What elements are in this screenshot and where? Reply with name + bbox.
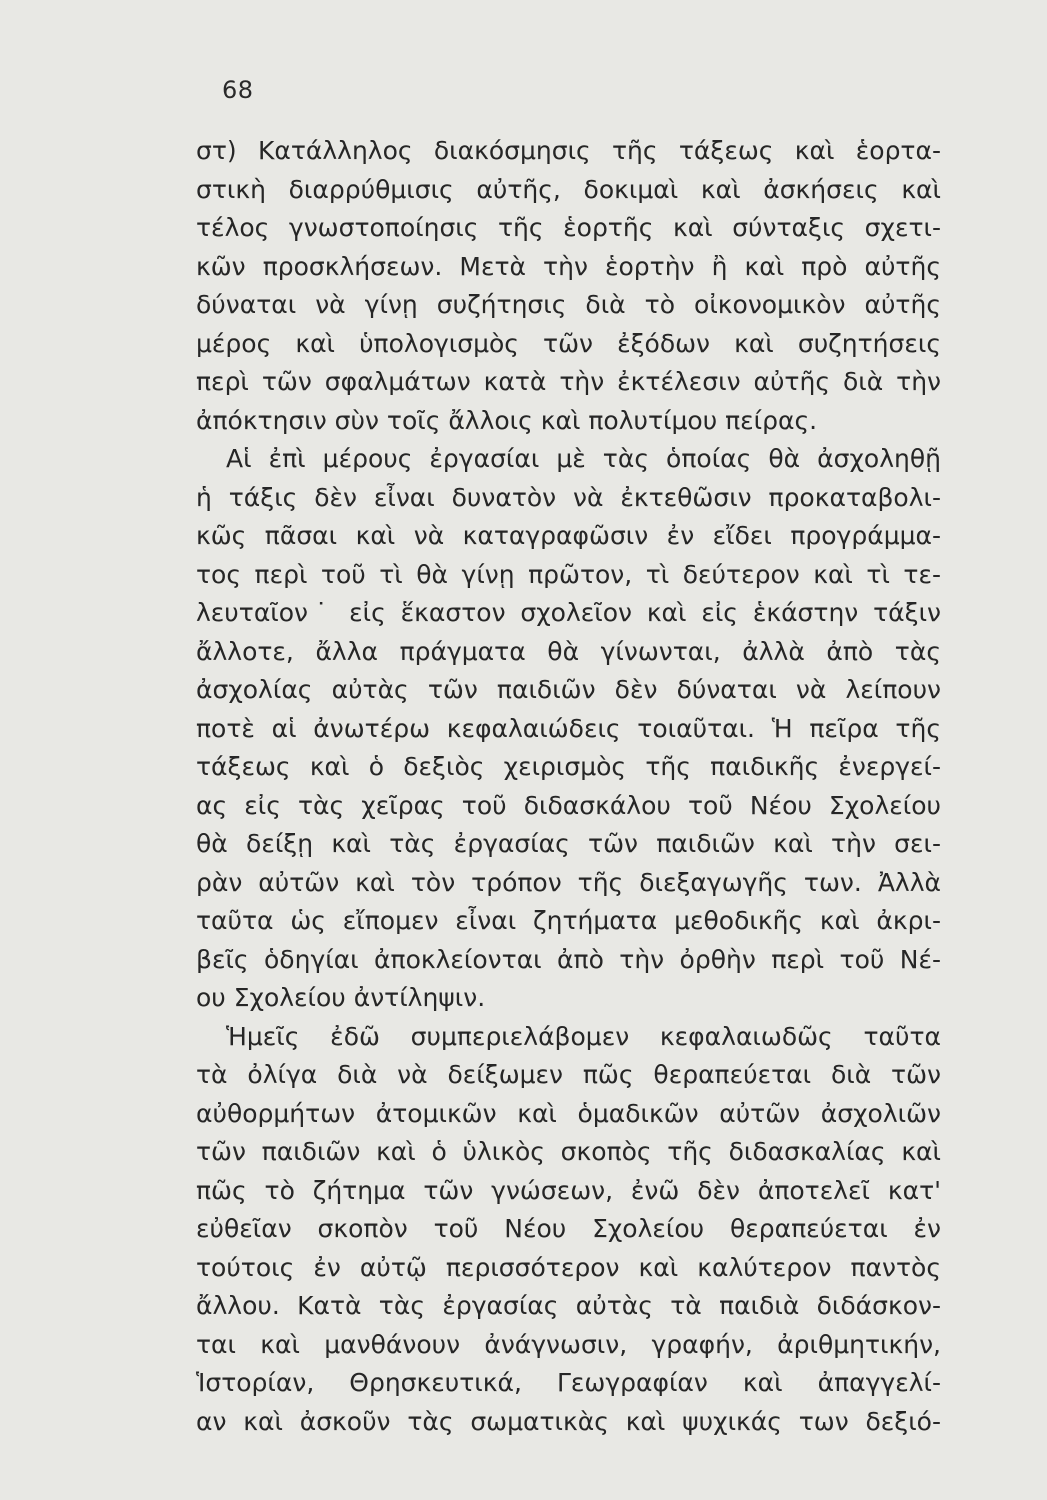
text-line: ου Σχολείου ἀντίληψιν. xyxy=(196,983,486,1012)
text-line: βεῖς ὁδηγίαι ἀποκλείονται ἀπὸ τὴν ὀρθὴν περὶ τοῦ Νέ- xyxy=(196,944,941,974)
text-line: μέρος καὶ ὑπολογισμὸς τῶν ἐξόδων καὶ συζητήσεις xyxy=(196,328,941,358)
text-line: τάξεως καὶ ὁ δεξιὸς χειρισμὸς τῆς παιδικῆς ἐνεργεί- xyxy=(196,752,941,781)
text-line: κῶς πᾶσαι καὶ νὰ καταγραφῶσιν ἐν εἴδει προγράμμα- xyxy=(196,521,941,550)
text-line: στικὴ διαρρύθμισις αὐτῆς, δοκιμαὶ καὶ ἀσκήσεις καὶ xyxy=(196,174,941,204)
text-line: τῶν παιδιῶν καὶ ὁ ὑλικὸς σκοπὸς τῆς διδασκαλίας καὶ xyxy=(196,1137,941,1166)
text-line: πῶς τὸ ζήτημα τῶν γνώσεων, ἐνῶ δὲν ἀποτελεῖ κατ' xyxy=(196,1175,941,1205)
text-line: ται καὶ μανθάνουν ἀνάγνωσιν, γραφήν, ἀριθμητικήν, xyxy=(196,1329,941,1359)
text-line: στ) Κατάλληλος διακόσμησις τῆς τάξεως καὶ ἑορτα- xyxy=(196,136,941,165)
text-line: τέλος γνωστοποίησις τῆς ἑορτῆς καὶ σύνταξις σχετι- xyxy=(196,213,941,242)
body-text xyxy=(196,132,941,1441)
text-line: λευταῖον˙ εἰς ἕκαστον σχολεῖον καὶ εἰς ἑκάστην τάξιν xyxy=(196,598,941,627)
text-line: Ἱστορίαν, Θρησκευτικά, Γεωγραφίαν καὶ ἀπαγγελί- xyxy=(196,1368,941,1397)
text-line: Ἡμεῖς ἐδῶ συμπεριελάβομεν κεφαλαιωδῶς ταῦτα xyxy=(226,1021,941,1051)
text-line: ἀπόκτησιν σὺν τοῖς ἄλλοις καὶ πολυτίμου πείρας. xyxy=(196,405,818,435)
text-line: περὶ τῶν σφαλμάτων κατὰ τὴν ἐκτέλεσιν αὐτῆς διὰ τὴν xyxy=(196,367,941,396)
text-line: ἄλλου. Κατὰ τὰς ἐργασίας αὐτὰς τὰ παιδιὰ διδάσκον- xyxy=(196,1291,941,1320)
text-line: ἀσχολίας αὐτὰς τῶν παιδιῶν δὲν δύναται νὰ λείπουν xyxy=(196,675,941,704)
text-line: ποτὲ αἱ ἀνωτέρω κεφαλαιώδεις τοιαῦται. Ἡ πεῖρα τῆς xyxy=(196,713,941,743)
text-line: ας εἰς τὰς χεῖρας τοῦ διδασκάλου τοῦ Νέου Σχολείου xyxy=(196,790,941,820)
text-line: τὰ ὀλίγα διὰ νὰ δείξωμεν πῶς θεραπεύεται διὰ τῶν xyxy=(196,1060,941,1089)
text-line: αν καὶ ἀσκοῦν τὰς σωματικὰς καὶ ψυχικάς των δεξιό- xyxy=(196,1406,941,1436)
text-line: Αἱ ἐπὶ μέρους ἐργασίαι μὲ τὰς ὁποίας θὰ ἀσχοληθῇ xyxy=(226,444,941,473)
text-line: ταῦτα ὡς εἴπομεν εἶναι ζητήματα μεθοδικῆς καὶ ἀκρι- xyxy=(196,906,941,935)
text-line: κῶν προσκλήσεων. Μετὰ τὴν ἑορτὴν ἢ καὶ πρὸ αὐτῆς xyxy=(196,251,941,281)
text-line: αὐθορμήτων ἀτομικῶν καὶ ὁμαδικῶν αὐτῶν ἀσχολιῶν xyxy=(196,1098,941,1128)
text-line: τος περὶ τοῦ τὶ θὰ γίνῃ πρῶτον, τὶ δεύτερον καὶ τὶ τε- xyxy=(196,559,941,589)
text-line: τούτοις ἐν αὐτῷ περισσότερον καὶ καλύτερον παντὸς xyxy=(196,1252,941,1282)
page-number: 68 xyxy=(222,76,254,104)
text-line: θὰ δείξῃ καὶ τὰς ἐργασίας τῶν παιδιῶν καὶ τὴν σει- xyxy=(196,829,941,858)
text-line: ἡ τάξις δὲν εἶναι δυνατὸν νὰ ἐκτεθῶσιν προκαταβολι- xyxy=(196,482,941,512)
text-line: εὐθεῖαν σκοπὸν τοῦ Νέου Σχολείου θεραπεύεται ἐν xyxy=(196,1214,941,1243)
text-line: ἄλλοτε, ἄλλα πράγματα θὰ γίνωνται, ἀλλὰ ἀπὸ τὰς xyxy=(196,636,941,666)
text-line: δύναται νὰ γίνῃ συζήτησις διὰ τὸ οἰκονομικὸν αὐτῆς xyxy=(196,290,941,319)
text-line: ρὰν αὐτῶν καὶ τὸν τρόπον τῆς διεξαγωγῆς των. Ἀλλὰ xyxy=(196,867,941,897)
